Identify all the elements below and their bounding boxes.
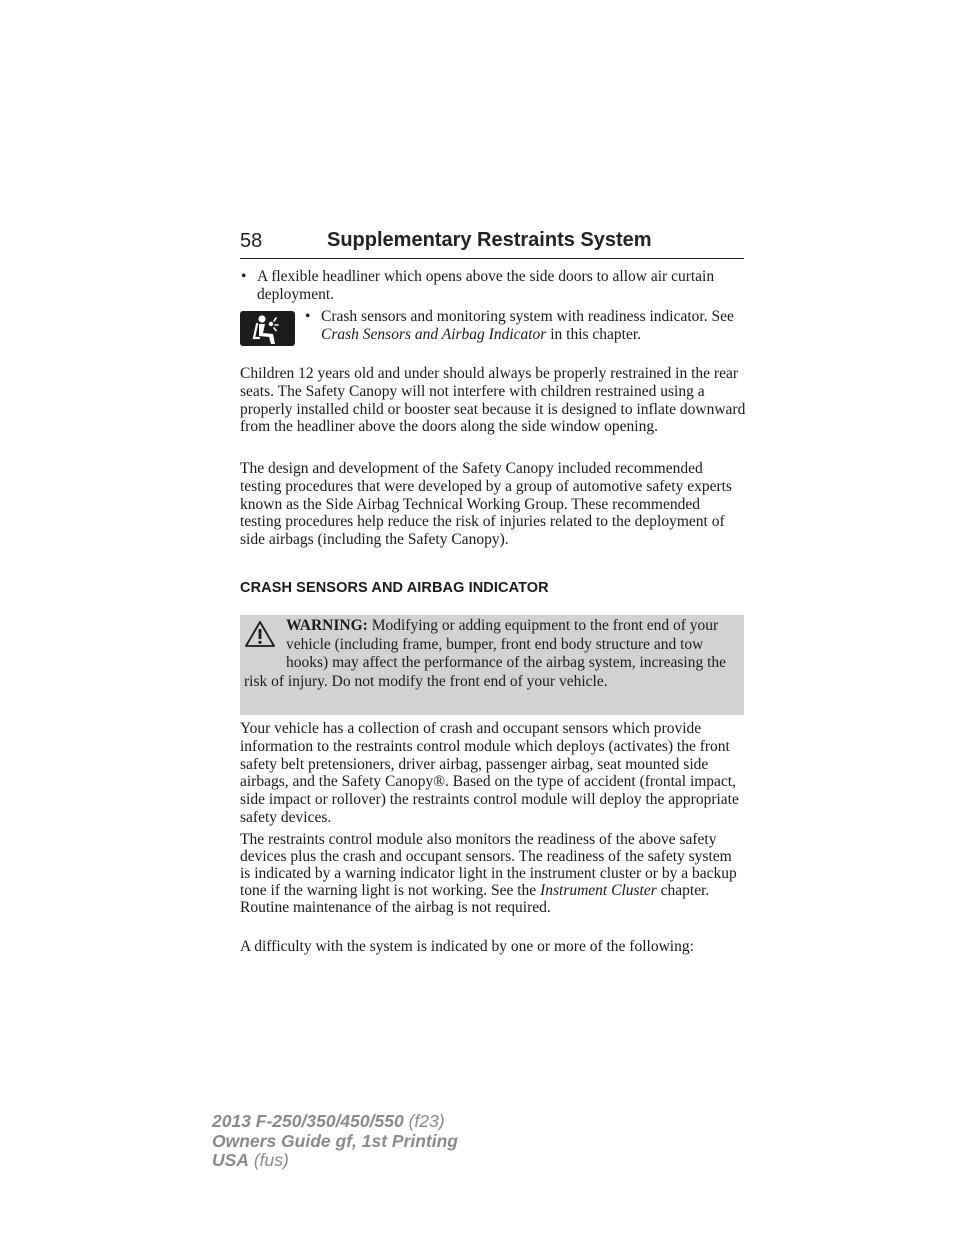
instrument-cluster-link: Instrument Cluster [540,881,657,899]
page-number: 58 [240,230,263,252]
footer-line-1: 2013 F-250/350/450/550 (f23) [212,1111,445,1131]
crash-sensors-link: Crash Sensors and Airbag Indicator [321,325,547,343]
footer-line-3: USA (fus) [212,1150,289,1170]
bullet-crash-sensors: Crash sensors and monitoring system with readiness indicator. See Crash Sensors and Airbag Indicator in this chapter. [321,308,734,343]
bullet-marker: • [241,268,247,285]
section-title: Supplementary Restraints System [327,229,652,251]
warning-box [240,615,744,715]
subheading-crash-sensors: CRASH SENSORS AND AIRBAG INDICATOR [240,580,549,596]
footer-line-2: Owners Guide gf, 1st Printing [212,1130,458,1151]
paragraph-sensors: Your vehicle has a collection of crash and occupant sensors which provide information to the restraints control module which deploys (activates) the front safety belt pretensioners, driver airbag, passenger airbag, seat mounted side airbags, and the Safety Canopy®. Based on the type of accident (frontal impact, side impact or rollover) the restraints control module will deploy the appropriate safety devices. [240,720,739,826]
page-footer [212,1112,458,1171]
paragraph-design: The design and development of the Safety Canopy included recommended testing procedures that were developed by a group of automotive safety experts known as the Side Airbag Technical Working Group. These recommended testing procedures help reduce the risk of injuries related to the deployment of side airbags (including the Safety Canopy). [240,460,732,549]
warning-text: WARNING: Modifying or adding equipment to the front end of your vehicle (including frame, bumper, front end body structure and tow hooks) may affect the performance of the airbag system, increasing the risk of injury. Do not modify the front end of your vehicle. [244,617,727,690]
warning-label: WARNING: [286,617,368,634]
airbag-seated-person-icon [240,311,295,346]
bullet-headliner: A flexible headliner which opens above the side doors to allow air curtain deployment. [257,268,715,303]
paragraph-readiness: The restraints control module also monitors the readiness of the above safety devices plus the crash and occupant sensors. The readiness of the safety system is indicated by a warning indicator light in the instrument cluster or by a backup tone if the warning light is not working. See the Instrument Cluster chapter. Routine maintenance of the airbag is not required. [240,831,737,916]
page-header [240,228,744,259]
paragraph-children: Children 12 years old and under should always be properly restrained in the rear seats. The Safety Canopy will not interfere with children restrained using a properly installed child or booster seat because it is designed to inflate downward from the headliner above the doors along the side window opening. [240,365,746,436]
bullet-marker: • [305,308,311,325]
paragraph-difficulty: A difficulty with the system is indicated by one or more of the following: [240,938,694,955]
